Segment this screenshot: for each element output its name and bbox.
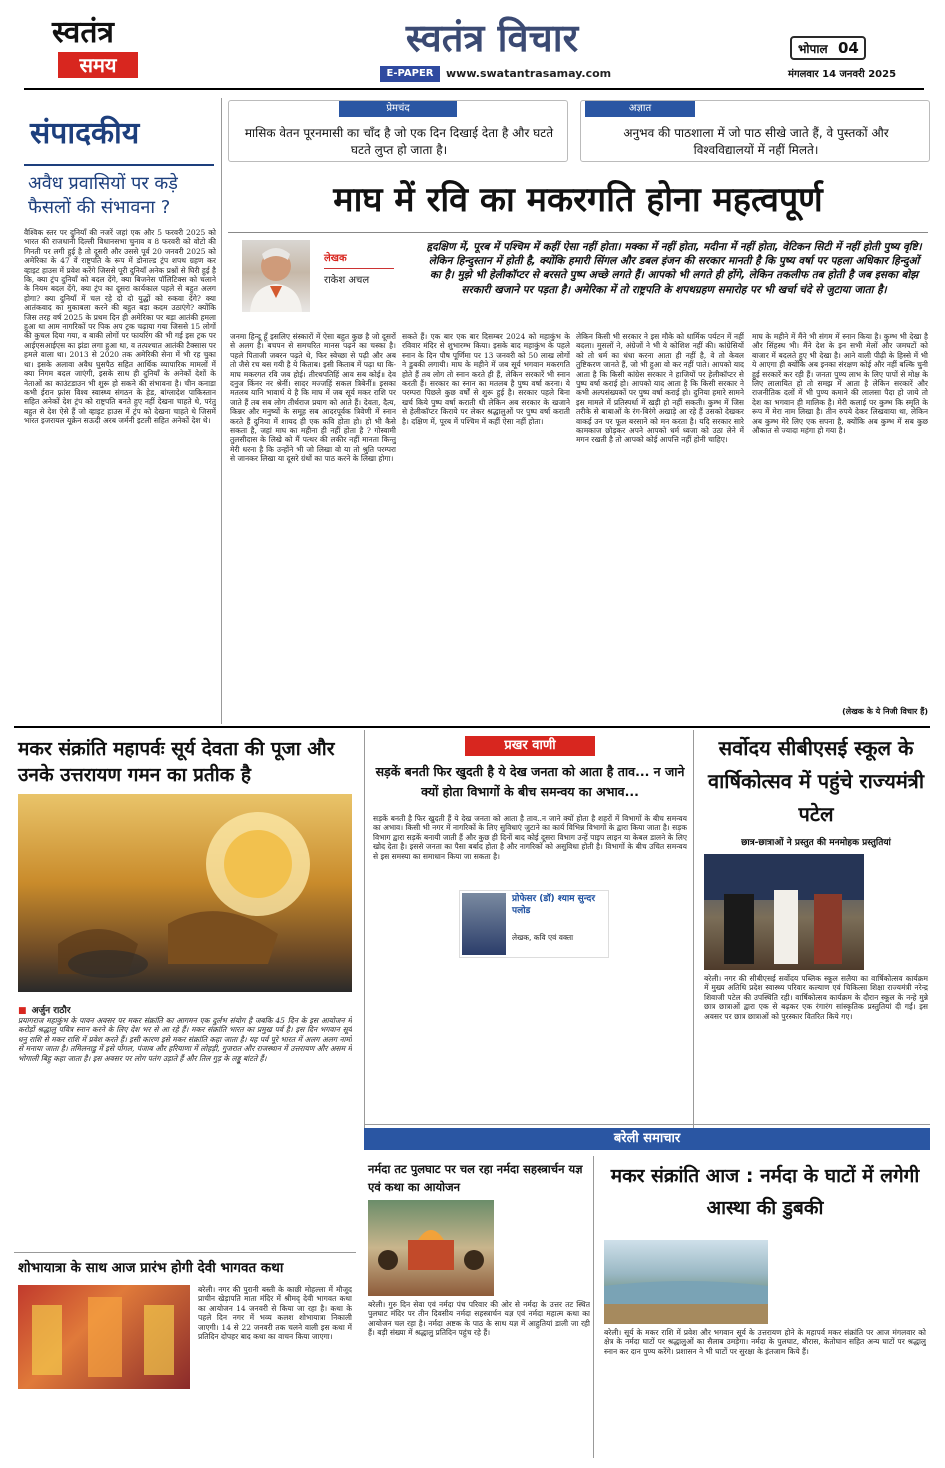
issue-date: मंगलवार 14 जनवरी 2025 [788,69,897,80]
sun-chariot-icon [18,794,352,992]
prakhar-author-box [459,890,609,958]
bhagwat-body: बरेली। नगर की पुरानी बस्ती के काछी मोहल्ला में मौजूद प्राचीन खेड़ापति माता मंदिर में श्रीमद् देवी भागवत कथा का आयोजन 14 जनवरी से किया जा रहा है। कथा के पहले दिन नगर में भव्य कलश शोभायात्रा निकाली जाएगी। 14 से 22 जनवरी तक चलने वाली इस कथा में प्रतिदिन दोपहर बाद कथा का वाचन किया जाएगा। [198,1285,352,1342]
masthead-title: स्वतंत्र विचार [405,16,579,60]
stage-icon [704,854,864,970]
bhagwat-headline: शोभायात्रा के साथ आज प्रारंभ होगी देवी भागवत कथा [18,1260,284,1276]
shrine-icon [18,1285,190,1389]
school-headline: सर्वोदय सीबीएसई स्कूल के वार्षिकोत्सव में पहुंचे राज्यमंत्री पटेल [707,736,925,826]
author-rule [324,268,394,269]
logo-line1: स्वतंत्र [51,15,114,50]
bareli-section-title: बरेली समाचार [613,1131,681,1146]
surya-author [18,998,218,1016]
narmada-body: बरेली। गुरु दिन सेवा एवं नर्मदा पंच परिवार की ओर से नर्मदा के उत्तर तट स्थित पुलघाट मंदिर पर तीन दिवसीय नर्मदा सहस्त्रार्चन यज्ञ एवं नर्मदा महात्म कथा का आयोजन चल रहा है। नर्मदा अष्टक के पाठ के साथ यज्ञ में आहुतियां डाली जा रही हैं। बड़ी संख्या में श्रद्धालु प्रतिदिन पहुंच रहे हैं। [368,1300,590,1338]
author-photo [242,240,310,312]
prakhar-section: प्रखर वाणी [465,736,595,756]
sankranti-photo [604,1240,768,1324]
surya-illustration [18,794,352,992]
surya-author-name: अर्जुन राठौर [31,1006,71,1016]
lead-rule [228,232,928,233]
sankranti-headline: मकर संक्रांति आज : नर्मदा के घाटों में लगेगी आस्था की डुबकी [610,1165,920,1219]
quote-left-author: प्रेमचंद [339,101,457,117]
narmada-photo [368,1200,494,1296]
site-url[interactable]: www.swatantrasamay.com [446,67,612,80]
logo-line2: समय [58,52,138,78]
lead-intro: हृदक्षिण में, पूरब में पश्चिम में कहीं ऐसा नहीं होता। मक्का में नहीं होता, मदीना में नहीं होता, वेटिकन सिटी में नहीं होती पुष्य वृष्टि। लेकिन हिन्दुस्तान में होती है, क्योंकि हमारी सिंगल और डबल इंजन की सरकार मानती है कि पुष्य वर्षा पर पहला अधिकार हिन्दुओं का है। मुझे भी हेलीकॉप्टर से बरसते पुष्प अच्छे लगते हैं। आपको भी लगते ही होंगे, लेकिन तकलीफ तब होती है जब इसका बोझ सरकारी खजाने पर पड़ता है। अमेरिका में तो राष्ट्रपति के शपथग्रहण समारोह पर भी खर्चा चंदे से जुटाया जाता है। [426,241,922,296]
sankranti-story [600,1156,930,1458]
author-role: लेखक [324,253,347,264]
quote-right-text: अनुभव की पाठशाला में जो पाठ सीखे जाते हैं, वे पुस्तकों और विश्वविद्यालयों में नहीं मिलते। [623,126,889,157]
prakhar-headline: सड़कें बनती फिर खुदती है ये देख जनता को आता है ताव... न जाने क्यों होता विभागों के बीच समन्वय का अभाव... [375,764,685,799]
school-story [700,730,930,1120]
quote-right-author: अज्ञात [585,101,695,117]
prakhar-story [364,730,694,1130]
yagya-icon [368,1200,494,1296]
portrait-icon [242,240,310,312]
page-number: 04 [838,39,859,57]
lead-column-1: जनमा हिन्दू हूँ इसलिए संस्कारों में ऐसा बहुत कुछ है जो दूसरों से अलग है। बचपन से समचरित मानस पढ़ने का चस्का है। पहले पिताजी जबरन पढ़ते थे, फिर स्वेच्छा से पढ़ी और अब तो जैसे रच बस गयी है ये किताब। इसी किताब में पढ़ा था कि- माघ मकरगत रवि जब होई। तीरथपतिहिं आव सब कोई॥ देव दनुज किंनर नर श्रेनीं। सादर मज्जहिं सकल त्रिबेनीं॥ इसका मतलब यानि भावार्थ ये है कि माघ में जब सूर्य मकर राशि पर जाते हैं तब सब लोग तीर्थराज प्रयाग को आते हैं। देवता, दैत्य, किन्नर और मनुष्यों के समूह सब आदरपूर्वक त्रिवेणी में स्नान करते हैं दुनिया में शायद ही एक कवि होता हो। हो भी कैसे सकता है, जहां माघ का महीना ही नहीं होता है ? गोस्वामी तुलसीदास के लिखे को मैं पत्थर की लकीर नहीं मानता किन्तु मेरी धरना है कि उन्होंने भी जो लिखा वो या तो श्रुति परम्परा से जानकर लिखा या दूसरे ग्रंथों का पाठ करने के लिखा होगा। [230,332,396,464]
prakhar-body: सड़कें बनती है फिर खुदती हैं ये देख जनता को आता है ताव..न जाने क्यों होता है शहरों में विभागों के बीच समन्वय का अभाव। किसी भी नगर में नागरिकों के लिए सुविधाएं जुटाने का कार्य विभिन्न विभागों के द्वारा किया जाता है। सड़क विभाग द्वारा सड़कें बनायी जाती हैं और कुछ ही दिनों बाद कोई दूसरा विभाग उन्हें पाइप लाइन या केबल डालने के लिए खोद देता है। इससे जनता का पैसा बर्बाद होता है और नागरिकों को असुविधा होती है। विभागों के बीच उचित समन्वय से इस समस्या का समाधान किया जा सकता है। [373,814,687,861]
mid-rule [364,1124,930,1125]
prakhar-author-role: लेखक, कवि एवं वक्ता [512,933,574,942]
edition-box [790,36,866,60]
lead-headline: माघ में रवि का मकरगति होना महत्वपूर्ण [333,180,823,220]
bhagwat-photo [18,1285,190,1389]
quote-right [580,100,930,162]
editorial-body: वैश्विक स्तर पर दुनियाँ की नजरें जहां एक और 5 फरवरी 2025 को भारत की राजधानी दिल्ली विधानसभा चुनाव व 8 फरवरी को वोटो की गिनती पर लगी हुई है तो दूसरी और उससे पूर्व 20 जनवरी 2025 को अमेरिका के 47 वें राष्ट्रपति के रूप में डोनाल्ड ट्रंप शपथ ग्रहण कर व्हाइट हाउस में प्रवेश करेंगे जिससे पूरी दुनियाँ अनेक प्रश्नों से घिरी हुई है कि, क्या ट्रंप दुनियाँ को बदल देंगे, क्या बिजनेस पॉलिटिक्स को चलाने के नियम बदल देंगे, क्या ट्रंप का दूसरा कार्यकाल पहले से बहुत अलग होगा? क्या दुनियाँ में चल रहे दो दो युद्धों को रुकवा देंगे? क्या आतंकवाद का मुकाबला करने की बहुत बड़ा कदम उठाएंगे? क्योंकि जिस तरह वर्ष 2025 के प्रथम दिन ही अमेरिका पर बड़ा आतंकी हमला हुआ था आम नागरिकों पर पिक अप ट्रक चढ़ाया गया जिससे 15 लोगों की कुचल दिया गया, व बाकी लोगों पर फायरिंग की भी गई इस ट्रक पर आईएसआईएस का झंडा लगा हुआ था, व तत्पश्चात आतंकी टैक्सास पर हमले वाला था। 2013 से 2020 तक अमेरिकी सेना में भी रह चुका था। इसके अलावा अवैध घुसपैठ सहित आर्थिक व्यापारिक मामलों में क्या निगम बदल जाएंगी, इसके साथ ही दुनियाँ के अनेकों देशों के नेताओं का काउंटडाउन भी शुरू हो सकने की संभावना है। चीन कनाडा कभी ईरान फ़्रांस विश्व स्वास्थ्य संगठन के हेड, बांग्लादेश पाकिस्तान सहित अनेकों देश ट्रंप को राष्ट्रपति बनते हुए नहीं देखना चाहते थे, परंतु बहुत से देश ऐसे हैं जो व्हाइट हाउस में ट्रंप को देखना चाहते थे जिसमें भारत इजरायल यूक्रेन सऊदी अरब जर्मनी इटली सहित अनेकों देश थे। [24,228,216,426]
edition-city: भोपाल [798,42,828,56]
sankranti-body: बरेली। सूर्य के मकर राशि में प्रवेश और भगवान सूर्य के उत्तरायण होने के महापर्व मकर संक्रांति पर आज मंगलवार को क्षेत्र के नर्मदा घाटों पर श्रद्धालुओं का सैलाब उमड़ेगा। नर्मदा के पुलघाट, बौरास, केतोघान सहित अन्य घाटों पर श्रद्धालु स्नान कर दान पुण्य करेंगे। प्रशासन ने भी घाटों पर सुरक्षा के इंतजाम किये हैं। [604,1328,926,1356]
bhagwat-story [14,1252,356,1458]
epaper-tag: E-PAPER [380,66,440,82]
editorial-rule [24,164,214,166]
river-ghat-icon [604,1240,768,1324]
surya-body: प्रयागराज महाकुंभ के पावन अवसर पर मकर संक्रांति का आगमन एक दुर्लभ संयोग है जबकि 45 दिन के इस आयोजन में करोड़ों श्रद्धालु पवित्र स्नान करने के लिए देश भर से आ रहे हैं। मकर संक्रांति भारत का प्रमुख पर्व है। इस दिन भगवान सूर्य धनु राशि से मकर राशि में प्रवेश करते हैं। इसी कारण इसे मकर संक्रांति कहा जाता है। यह पर्व पूरे भारत में अलग अलग नामों से मनाया जाता है। तमिलनाडु में इसे पोंगल, पंजाब और हरियाणा में लोहड़ी, गुजरात और राजस्थान में उत्तरायण और असम में भोगाली बिहु कहा जाता है। इस अवसर पर लोग पतंग उड़ाते हैं और तिल गुड़ के लड्डू बांटते हैं। [18,1016,352,1063]
prakhar-author-name: प्रोफेसर (डॉ) श्याम सुन्दर पलोड [512,894,596,916]
logo [28,16,138,80]
narmada-headline: नर्मदा तट पुलघाट पर चल रहा नर्मदा सहस्त्रार्चन यज्ञ एवं कथा का आयोजन [368,1162,583,1194]
prakhar-author-photo [462,893,506,955]
author-name: राकेश अचल [324,275,370,286]
school-body: बरेली। नगर की सीबीएसई सर्वोदय पब्लिक स्कूल सलैया का वार्षिकोत्सव कार्यक्रम में मुख्य अतिथि प्रदेश स्वास्थ्य परिवार कल्याण एवं चिकित्सा शिक्षा राज्यमंत्री नरेन्द्र शिवाजी पटेल की उपस्थिति रही। वार्षिकोत्सव कार्यक्रम के दौरान स्कूल के नन्हे मुन्ने छात्र छात्राओं द्वारा एक से बढ़कर एक रंगारंग सांस्कृतिक प्रस्तुतियां दी गईं। इस अवसर पर छात्र छात्राओं को पुरस्कार वितरित किये गए। [704,974,928,1021]
editorial-column [14,98,222,724]
editorial-section-title: संपादकीय [30,116,140,151]
editorial-headline: अवैध प्रवासियों पर कड़े फैसलों की संभावना ? [28,173,178,218]
narmada-story [364,1156,594,1458]
lead-column-4: माघ के महीने में मैंने भी संगम में स्नान किया है। कुम्भ भी देखा है और सिंहस्थ भी। मैंने देश के इन सभी मेलों और जमघटों को बाजार में बदलते हुए भी देखा है। आने वाली पीढ़ी के हिस्से में भी ये आएगा ही क्योंकि अब इनका संरक्षण कोई और नहीं बल्कि चुनी हुई सरकारें कर रही हैं। जनता पुण्य लाभ के लिए पापों से मोक्ष के लिए लालायित हो तो समझ में आता है लेकिन सरकारें और राजनीतिक दलों में भी पुण्य कमाने की लालसा पैदा हो जाये तो देश का भगवान ही मालिक है। मेरी कलाई पर कुम्भ कि स्मृति के रूप में मेरा नाम लिखा है। तीन रुपये देकर लिखवाया था, लेकिन अब कुम्भ मेरे लिए एक सपना है, क्योंकि अब कुम्भ में सब कुछ औकात से ज्यादा महंगा हो गया है। [752,332,928,436]
school-subhead: छात्र-छात्राओं ने प्रस्तुत की मनमोहक प्रस्तुतियां [741,838,891,848]
lead-column-3: लेकिन किसी भी सरकार ने इस मौके को धार्मिक पर्यटन में नहीं बदला। मुसलों ने, अंग्रेजों ने भी ये कोशिश नहीं की। कांग्रेसियों को तो धर्म का धंधा करना आता ही नहीं है, वे तो केवल तुष्टिकरण जानते हैं, जो भी हुआ वो कर नहीं पाते। आपको याद आता है कि किसी कांग्रेस सरकार ने हाजियों पर हेलीकॉप्टर से पुष्प वर्षा कराई हो। आपको याद आता है कि किसी सरकार ने कभी अल्पसंख्यकों पर पुष्प वर्षा कराई हो। दुनिया हमारे सामने इस मामले में प्रतिस्पर्धा में खड़ी हो नहीं सकती। कुम्भ में जिस तरीके से बाबाओं के रंग-बिरंगे अखाड़े आ रहे हैं उसको देखकर वाकई उन पर फूल बरसाने को मन करता है। यदि सरकार सारे कामकाज छोड़कर अपने आपको धर्म ध्वजा को उठा लेने में मगन रखती है तो आपको कोई आपत्ति नहीं होनी चाहिए। [576,332,744,445]
author-box [242,240,402,312]
school-photo [704,854,864,970]
surya-headline: मकर संक्रांति महापर्वः सूर्य देवता की पूजा और उनके उत्तरायण गमन का प्रतीक है [18,738,335,786]
lead-column-2: सकते हैं। एक बार एक बार दिसम्बर 2024 को महाकुंभ के रविवार मंदिर से शुभारम्भ किया। इसके बाद महाकुंभ के पहले स्नान के दिन पौष पूर्णिमा पर 13 जनवरी को 50 लाख लोगों ने डुबकी लगायी। माघ के महीने में जब सूर्य भगवान मकरगति होते हैं तब लोग तो स्नान करते ही हैं, लेकिन सरकारें भी स्नान करती हैं। सरकार का स्नान का मतलब है पुष्प वर्षा करना। ये परम्परा पिछले कुछ वर्षों से शुरू हुई है। सरकार पहले बिना खर्च किये पुष्प वर्षा कराती थी लेकिन अब सरकार के खजाने से हेलीकॉप्टर किराये पर लेकर श्रद्धालुओं पर पुष्प वर्षा कराती है। दक्षिण में, पूरब में पश्चिम में कहीं ऐसा नहीं होता। [402,332,570,426]
bareli-section [364,1128,930,1150]
quote-left-text: मासिक वेतन पूरनमासी का चाँद है जो एक दिन दिखाई देता है और घटते घटते लुप्त हो जाता है। [244,126,554,157]
masthead [0,0,945,95]
fold-rule [14,726,930,728]
surya-story [14,730,356,1250]
masthead-rule [24,88,924,90]
lead-byline: (लेखक के ये निजी विचार हैं) [842,707,928,716]
pen-icon: ■ [18,1006,27,1016]
quote-left [228,100,568,162]
